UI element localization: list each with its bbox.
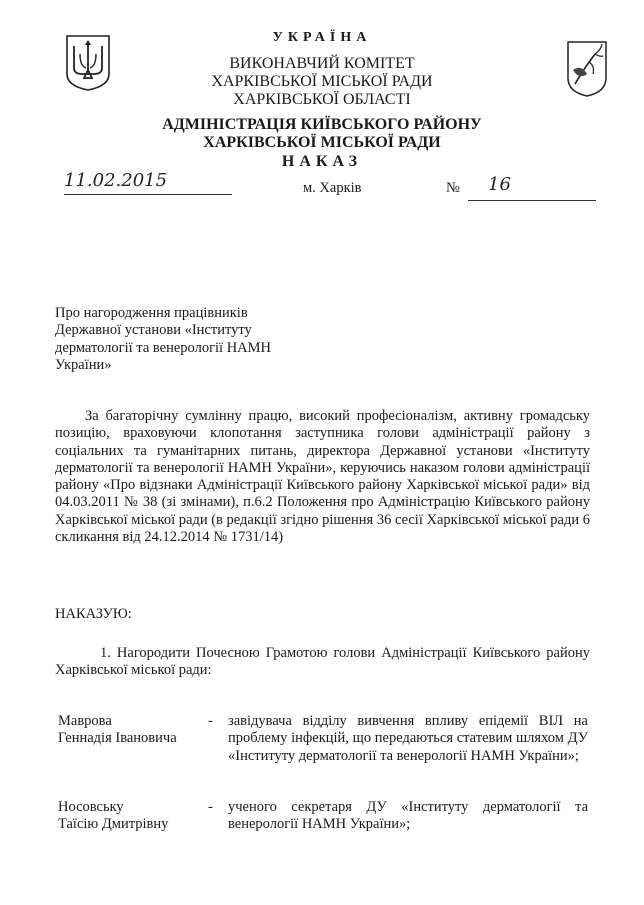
header-country: УКРАЇНА xyxy=(272,30,372,45)
header-administration-line1: АДМІНІСТРАЦІЯ КИЇВСЬКОГО РАЙОНУ xyxy=(162,116,482,133)
header-administration-line2: ХАРКІВСЬКОЇ МІСЬКОЇ РАДИ xyxy=(203,134,441,151)
awardee-1-name xyxy=(58,713,177,748)
order-word: НАКАЗУЮ: xyxy=(55,606,132,622)
header-region: ХАРКІВСЬКОЇ ОБЛАСТІ xyxy=(233,91,411,108)
awardee-2-position: ученого секретаря ДУ «Інституту дерматології та венерології НАМН України»; xyxy=(228,799,588,833)
number-field xyxy=(468,176,596,201)
header-city-council: ХАРКІВСЬКОЇ МІСЬКОЇ РАДИ xyxy=(211,73,433,90)
awardee-2-surname: Носовську xyxy=(58,799,124,815)
handwritten-number: 16 xyxy=(488,174,511,195)
awardee-2-dash: - xyxy=(208,799,213,815)
header-committee: ВИКОНАВЧИЙ КОМІТЕТ xyxy=(229,55,415,72)
awardee-1-position: завідувача відділу вивчення впливу епідемії ВІЛ на проблему інфекцій, що передаються статевим шляхом ДУ «Інституту дерматології та венерології НАМН України»; xyxy=(228,713,588,764)
city-label: м. Харків xyxy=(303,180,362,196)
date-field xyxy=(64,170,232,195)
awardee-1-given-names: Геннадія Івановича xyxy=(58,730,177,747)
awardee-2-given-names: Таїсію Дмитрівну xyxy=(58,816,169,833)
document-type-title: НАКАЗ xyxy=(281,153,363,170)
awardee-2-name xyxy=(58,799,168,834)
order-item-1: 1. Нагородити Почесною Грамотою голови Адміністрації Київського району Харківської міської ради: xyxy=(55,645,590,679)
number-label: № xyxy=(446,180,460,196)
order-subject: Про нагородження працівників Державної установи «Інституту дерматології та венерології НАМН України» xyxy=(55,305,271,373)
awardee-1-surname: Маврова xyxy=(58,713,112,729)
awardee-1-dash: - xyxy=(208,713,213,729)
preamble-paragraph: За багаторічну сумлінну працю, високий професіоналізм, активну громадську позицію, враховуючи клопотання заступника голови адміністрації району з соціальних та гуманітарних питань, директора Державної установи «Інституту дерматології та венерології НАМН України», керуючись наказом голови адміністрації району «Про відзнаки Адміністрації Київського району Харківської міської ради» від 04.03.2011 № 38 (зі змінами), п.6.2 Положення про Адміністрацію Київського району Харківської міської ради (в редакції згідно рішення 36 сесії Харківської міської ради 6 скликання від 24.12.2014 № 1731/14) xyxy=(55,408,590,546)
handwritten-date: 11.02.2015 xyxy=(64,170,168,191)
